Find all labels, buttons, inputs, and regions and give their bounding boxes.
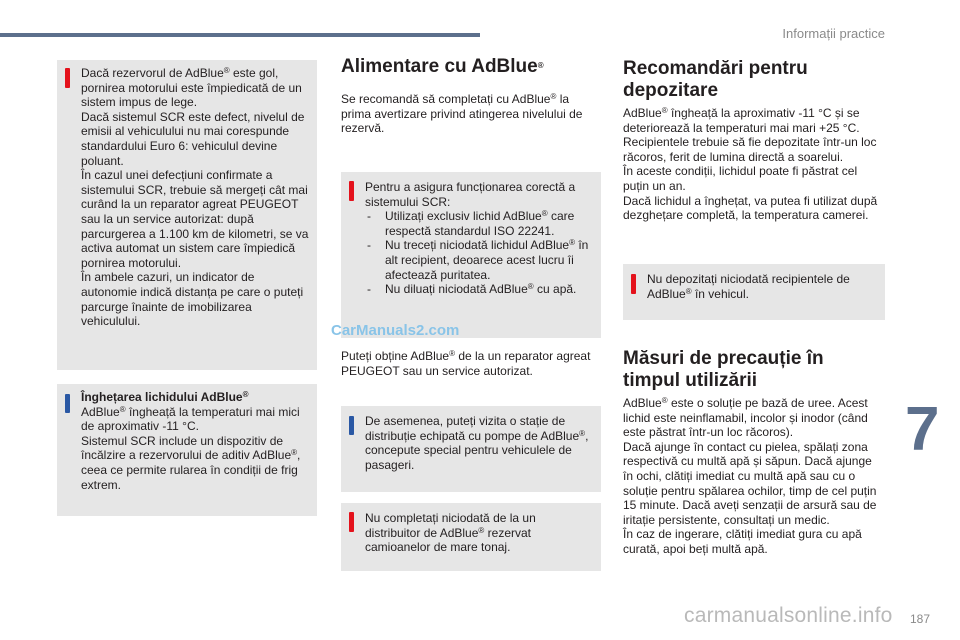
header-bar [0, 33, 480, 37]
storage-line: În aceste condiții, lichidul poate fi păstrat cel puțin un an. [623, 164, 858, 193]
precaution-line: AdBlue® este o soluție pe bază de uree. Acest lichid este neinflamabil, incolor și inodor (când este păstrat într-un loc răcoros). [623, 396, 868, 440]
warning-box-truck [341, 503, 601, 571]
warning-icon [349, 512, 354, 532]
info-icon [349, 416, 354, 435]
storage-line: Dacă lichidul a înghețat, va putea fi utilizat după dezghețare completă, la temperatura camerei. [623, 193, 878, 223]
warning-text: Nu completați niciodată de la un distribuitor de AdBlue® rezervat camioanelor de mare tonaj. [365, 511, 536, 555]
section-title: Informații practice [782, 26, 885, 41]
heading-precautions: Măsuri de precauție în timpul utilizării [623, 348, 824, 391]
info-box-freezing [57, 384, 317, 516]
info-title: Înghețarea lichidului AdBlue® [81, 390, 249, 404]
info-box-station [341, 406, 601, 492]
warning-box-adblue-empty [57, 60, 317, 370]
warning-box-storage [623, 264, 885, 320]
list-item: - Nu diluați niciodată AdBlue® cu apă. [365, 282, 593, 297]
watermark-carmanuals2[interactable]: CarManuals2.com [331, 322, 460, 339]
info-line: Sistemul SCR include un dispozitiv de încălzire a rezervorului de aditiv AdBlue®, ceea ce permite rularea în condiții de frig extrem. [81, 433, 301, 492]
warning-icon [349, 181, 354, 201]
warning-intro: Pentru a asigura funcționarea corectă a sistemului SCR: [365, 180, 576, 209]
obtain-paragraph: Puteți obține AdBlue® de la un reparator agreat PEUGEOT sau un service autorizat. [341, 349, 591, 378]
watermark-carmanualsonline[interactable]: carmanualsonline.info [684, 604, 893, 627]
warning-icon [631, 274, 636, 294]
precaution-line: În caz de ingerare, clătiți imediat gura cu apă curată, apoi beți multă apă. [623, 527, 862, 556]
warning-text: Nu depozitați niciodată recipientele de AdBlue® în vehicul. [647, 272, 850, 301]
warning-line: În cazul unei defecțiuni confirmate a sistemului SCR, trebuie să mergeți cât mai curând la un reparator agreat PEUGEOT sau la un service autorizat: după parcurgerea a 1.100 km de kilometri, se va activa automat un sistem care împiedică pornirea motorului. [81, 168, 309, 270]
storage-line: Recipientele trebuie să fie depozitate într-un loc răcoros, ferit de lumina directă a soarelui. [623, 135, 877, 164]
list-item: - Nu treceți niciodată lichidul AdBlue® în alt recipient, deoarece acest lucru îi afectează puritatea. [365, 238, 593, 282]
warning-box-scr [341, 172, 601, 338]
list-item: - Utilizați exclusiv lichid AdBlue® care respectă standardul ISO 22241. [365, 209, 593, 238]
storage-line: AdBlue® îngheață la aproximativ -11 °C și se deteriorează la temperaturi mai mari +25 °C. [623, 106, 860, 135]
chapter-number: 7 [905, 395, 940, 464]
warning-text [57, 60, 317, 329]
storage-paragraph [623, 106, 885, 223]
precautions-paragraph [623, 396, 885, 557]
page-number: 187 [910, 612, 931, 626]
warning-line: În ambele cazuri, un indicator de autonomie indică distanța pe care o puteți parcurge înainte de imobilizarea vehiculului. [81, 270, 304, 329]
info-icon [65, 394, 70, 413]
warning-icon [65, 68, 70, 88]
requirements-list [365, 209, 593, 297]
heading-adblue-refill: Alimentare cu AdBlue® [341, 56, 544, 77]
intro-paragraph: Se recomandă să completați cu AdBlue® la prima avertizare privind atingerea nivelului de rezervă. [341, 92, 583, 136]
precaution-line: Dacă ajunge în contact cu pielea, spălați zona respectivă cu multă apă și săpun. Dacă ajunge în ochi, clătiți imediat cu multă apă sau cu o soluție pentru spălarea ochilor, timp de cel puțin 15 minute. Dacă aveți senzații de arsură sau de iritație persistente, consultați un medic. [623, 439, 877, 527]
warning-line: Dacă rezervorul de AdBlue® este gol, pornirea motorului este împiedicată de un sistem impus de lege. [81, 66, 302, 110]
info-text: De asemenea, puteți vizita o stație de distribuție echipată cu pompe de AdBlue®, concepute special pentru vehiculele de pasageri. [365, 414, 589, 472]
heading-storage: Recomandări pentru depozitare [623, 58, 808, 101]
info-line: AdBlue® îngheață la temperaturi mai mici de aproximativ -11 °C. [81, 404, 300, 434]
warning-line: Dacă sistemul SCR este defect, nivelul de emisii al vehiculului nu mai corespunde standardului Euro 6: vehiculul devine poluant. [81, 109, 305, 168]
